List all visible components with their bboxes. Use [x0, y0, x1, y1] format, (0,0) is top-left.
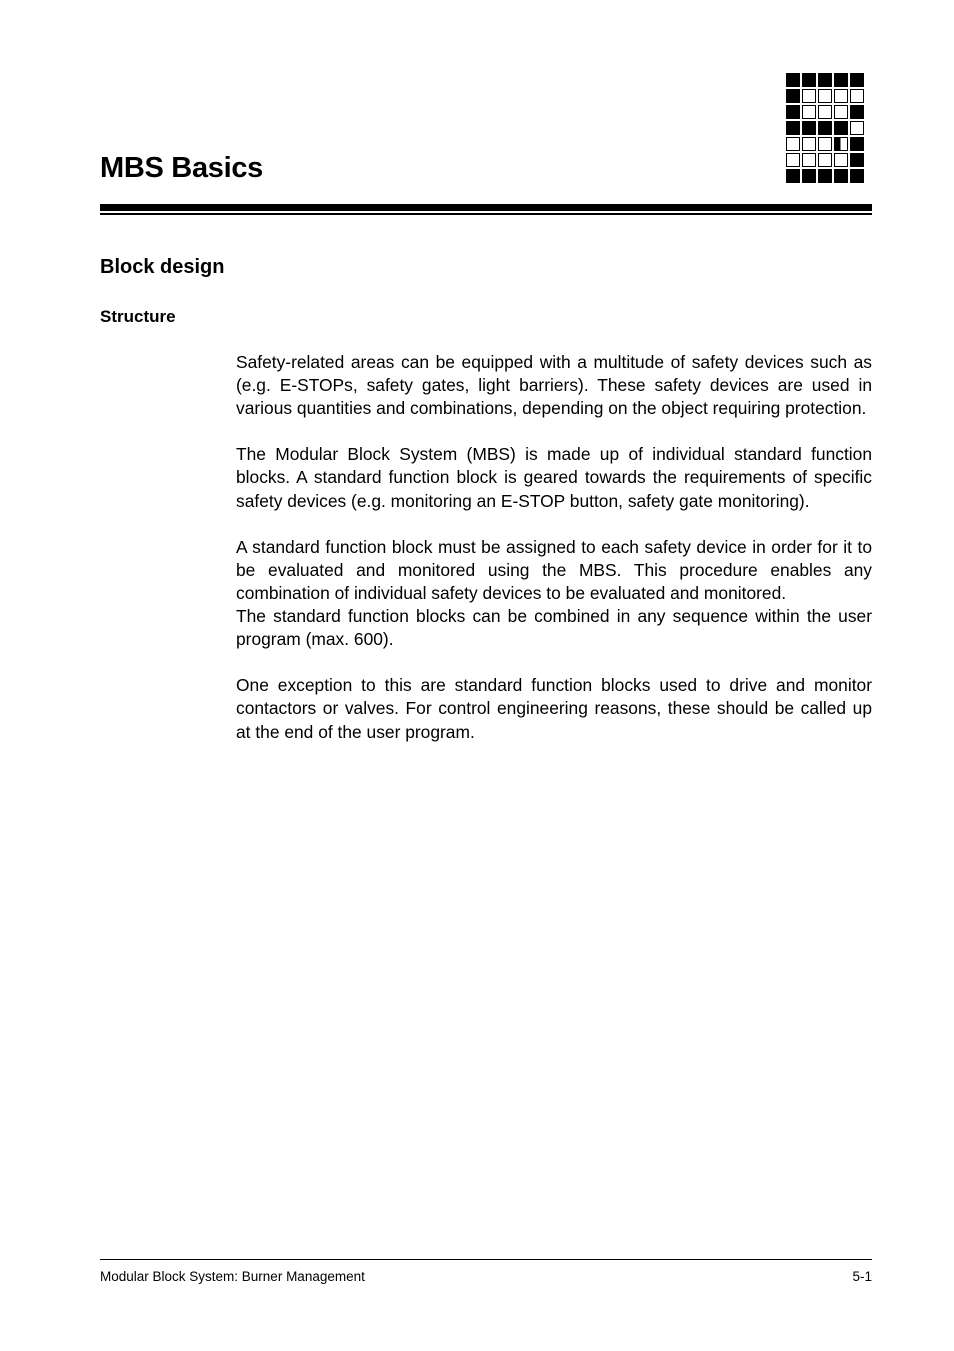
- logo-cell: [802, 169, 816, 183]
- footer-document-title: Modular Block System: Burner Management: [100, 1269, 365, 1284]
- subsection-title: Structure: [100, 307, 176, 326]
- logo-cell: [850, 121, 864, 135]
- logo-cell: [786, 169, 800, 183]
- pilz-logo-icon: [786, 73, 866, 185]
- logo-cell: [850, 153, 864, 167]
- logo-cell: [786, 137, 800, 151]
- header-rule-thick: [100, 204, 872, 211]
- paragraph: One exception to this are standard function blocks used to drive and monitor contactors or valves. For control engineering reasons, these should be called up at the end of the user program.: [236, 675, 872, 742]
- logo-cell: [850, 89, 864, 103]
- logo-cell: [802, 137, 816, 151]
- logo-cell: [786, 105, 800, 119]
- logo-cell: [834, 169, 848, 183]
- body-text: [236, 351, 872, 767]
- logo-cell: [818, 73, 832, 87]
- logo-cell: [834, 105, 848, 119]
- logo-cell: [786, 121, 800, 135]
- paragraph: The standard function blocks can be combined in any sequence within the user program (max. 600).: [236, 606, 872, 650]
- logo-cell: [802, 105, 816, 119]
- logo-cell: [802, 153, 816, 167]
- logo-cell: [818, 153, 832, 167]
- logo-cell: [786, 89, 800, 103]
- logo-cell: [834, 89, 848, 103]
- logo-cell: [834, 153, 848, 167]
- paragraph: Safety-related areas can be equipped with a multitude of safety devices such as (e.g. E-STOPs, safety gates, light barriers). These safety devices are used in various quantities and combinations, depending on the object requiring protection.: [236, 352, 872, 419]
- logo-cell: [850, 105, 864, 119]
- logo-cell: [834, 121, 848, 135]
- logo-cell: [818, 169, 832, 183]
- logo-cell: [834, 137, 848, 151]
- footer-page-number: 5-1: [852, 1269, 872, 1284]
- header-rule-thin: [100, 213, 872, 215]
- logo-cell: [818, 89, 832, 103]
- logo-cell: [802, 73, 816, 87]
- paragraph: A standard function block must be assigned to each safety device in order for it to be evaluated and monitored using the MBS. This procedure enables any combination of individual safety devices to be evaluated and monitored.: [236, 536, 872, 603]
- logo-cell: [818, 121, 832, 135]
- logo-cell: [786, 153, 800, 167]
- logo-cell: [802, 121, 816, 135]
- section-title: Block design: [100, 256, 225, 278]
- logo-cell: [850, 169, 864, 183]
- logo-cell: [850, 137, 864, 151]
- logo-cell: [786, 73, 800, 87]
- logo-cell: [850, 73, 864, 87]
- logo-cell: [834, 73, 848, 87]
- footer-rule: [100, 1259, 872, 1260]
- chapter-title: MBS Basics: [100, 152, 264, 184]
- logo-cell: [818, 105, 832, 119]
- logo-cell: [802, 89, 816, 103]
- logo-cell: [818, 137, 832, 151]
- paragraph: The Modular Block System (MBS) is made up of individual standard function blocks. A standard function block is geared towards the requirements of specific safety devices (e.g. monitoring an E-STOP button, safety gate monitoring).: [236, 444, 872, 511]
